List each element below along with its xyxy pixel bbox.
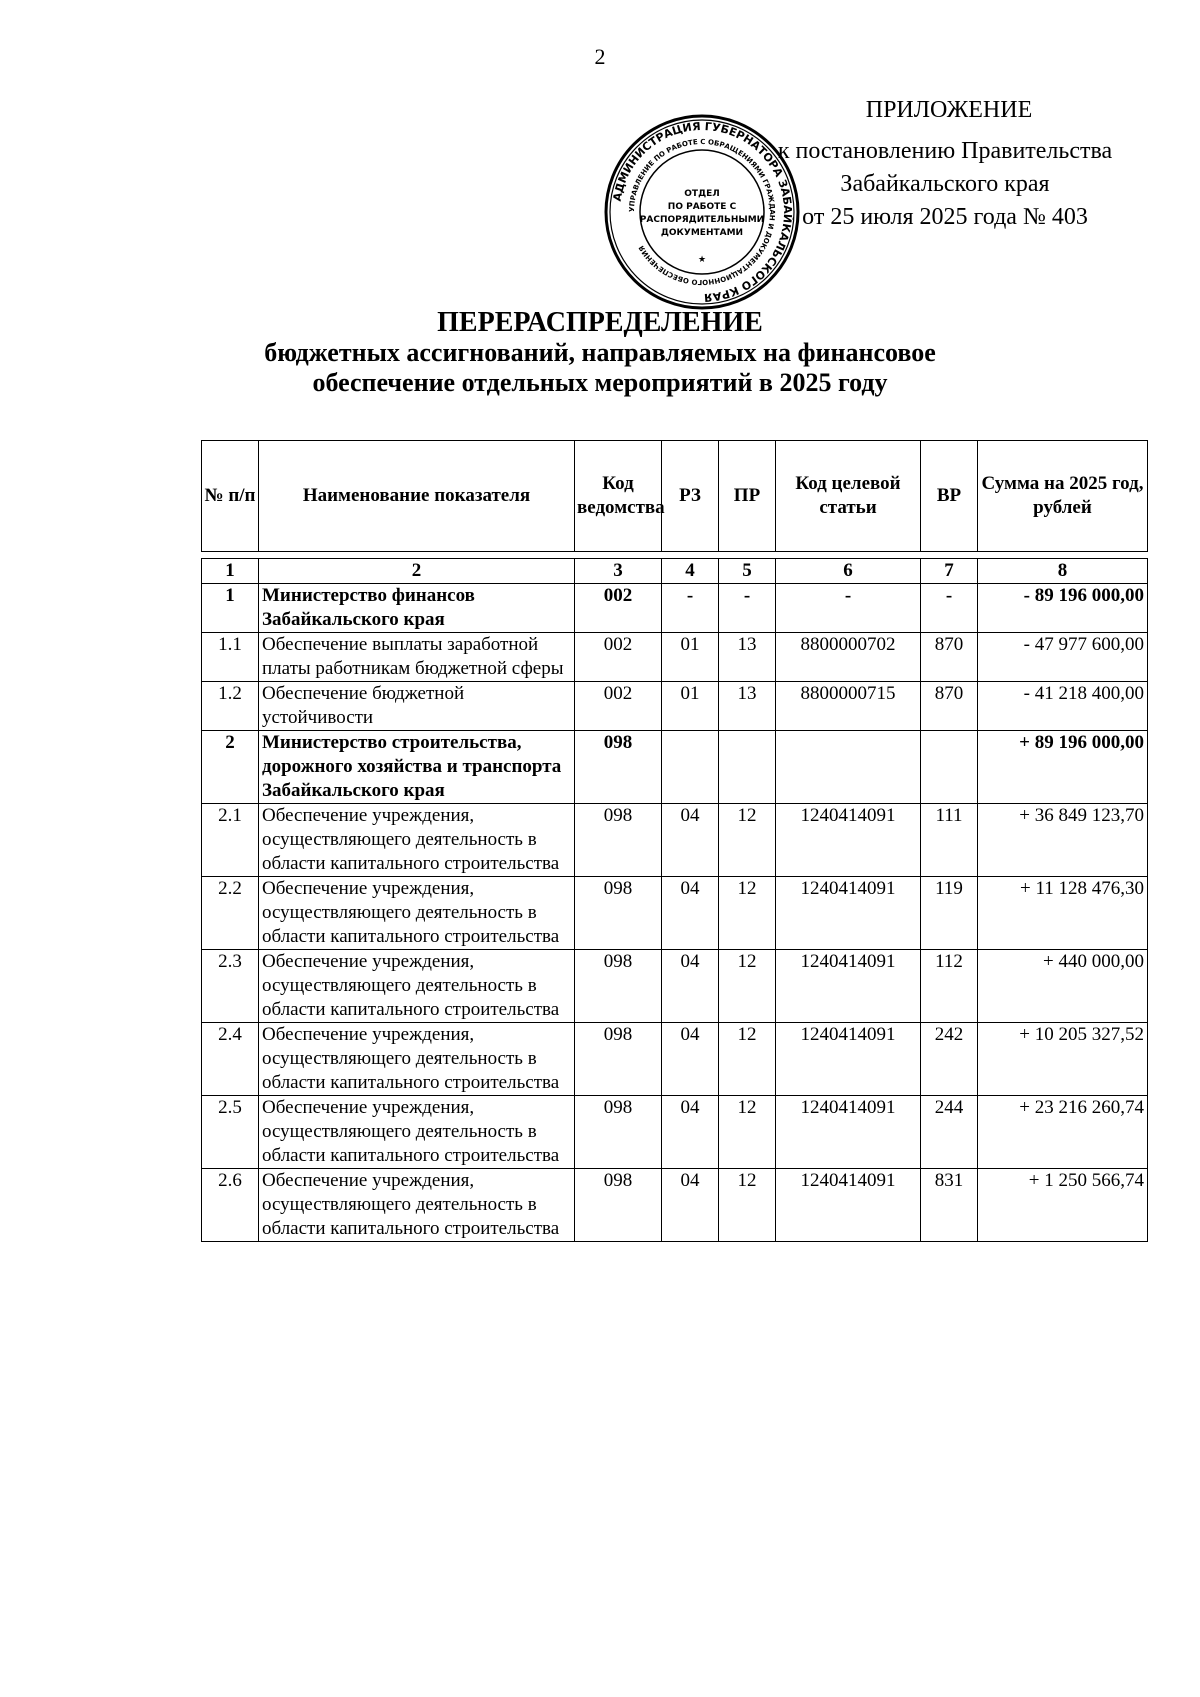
- header-vr: ВР: [921, 441, 978, 552]
- cell-sum: - 89 196 000,00: [978, 584, 1148, 633]
- cell-name: Обеспечение учреждения, осуществляющего деятельность в области капитального строительства: [259, 877, 575, 950]
- table-row: [202, 1169, 1148, 1242]
- header-pr: ПР: [719, 441, 776, 552]
- cell-dept: 002: [575, 633, 662, 682]
- cell-pr: [719, 731, 776, 804]
- cell-rz: 04: [662, 1096, 719, 1169]
- cell-name: Обеспечение выплаты заработной платы работникам бюджетной сферы: [259, 633, 575, 682]
- table-row: [202, 1023, 1148, 1096]
- cell-num: 2.5: [202, 1096, 259, 1169]
- cell-name: Обеспечение учреждения, осуществляющего деятельность в области капитального строительства: [259, 1169, 575, 1242]
- cell-name: Обеспечение учреждения, осуществляющего деятельность в области капитального строительства: [259, 950, 575, 1023]
- cell-pr: 12: [719, 1096, 776, 1169]
- cell-num: 2.1: [202, 804, 259, 877]
- cell-rz: 01: [662, 682, 719, 731]
- header-sum: Сумма на 2025 год, рублей: [978, 441, 1148, 552]
- page-number: 2: [594, 44, 606, 69]
- cell-vr: 119: [921, 877, 978, 950]
- cell-rz: 04: [662, 804, 719, 877]
- document-title: [0, 308, 1200, 398]
- cell-vr: 242: [921, 1023, 978, 1096]
- table-row: [202, 804, 1148, 877]
- cell-sum: - 47 977 600,00: [978, 633, 1148, 682]
- cell-pr: 12: [719, 877, 776, 950]
- cell-pr: 12: [719, 1169, 776, 1242]
- cell-pr: 12: [719, 950, 776, 1023]
- cell-dept: 098: [575, 731, 662, 804]
- cell-vr: 112: [921, 950, 978, 1023]
- header-num: № п/п: [202, 441, 259, 552]
- table-row: [202, 633, 1148, 682]
- cell-dept: 098: [575, 950, 662, 1023]
- table-row: [202, 682, 1148, 731]
- column-number: 2: [259, 559, 575, 584]
- cell-rz: 04: [662, 877, 719, 950]
- cell-vr: 831: [921, 1169, 978, 1242]
- cell-pr: 12: [719, 804, 776, 877]
- cell-target: 8800000702: [776, 633, 921, 682]
- cell-num: 2.3: [202, 950, 259, 1023]
- cell-vr: [921, 731, 978, 804]
- appendix-line-2: Забайкальского края: [840, 171, 1050, 197]
- stamp-center-line-4: ДОКУМЕНТАМИ: [660, 228, 744, 238]
- cell-pr: 12: [719, 1023, 776, 1096]
- cell-name: Обеспечение учреждения, осуществляющего деятельность в области капитального строительства: [259, 804, 575, 877]
- cell-dept: 002: [575, 584, 662, 633]
- cell-rz: [662, 731, 719, 804]
- table-row: [202, 877, 1148, 950]
- cell-target: [776, 731, 921, 804]
- cell-target: 1240414091: [776, 877, 921, 950]
- title-line-2: бюджетных ассигнований, направляемых на финансовое: [264, 338, 936, 367]
- appendix-heading: ПРИЛОЖЕНИЕ: [865, 97, 1033, 123]
- cell-sum: - 41 218 400,00: [978, 682, 1148, 731]
- header-name: Наименование показателя: [259, 441, 575, 552]
- table-row: [202, 731, 1148, 804]
- cell-rz: -: [662, 584, 719, 633]
- stamp-outer-text: АДМИНИСТРАЦИЯ ГУБЕРНАТОРА ЗАБАЙКАЛЬСКОГО КРАЯ: [610, 119, 795, 305]
- cell-dept: 098: [575, 1096, 662, 1169]
- column-number-row: [202, 559, 1148, 584]
- cell-target: 1240414091: [776, 1169, 921, 1242]
- cell-num: 1.2: [202, 682, 259, 731]
- cell-rz: 04: [662, 1023, 719, 1096]
- cell-name: Министерство финансов Забайкальского края: [259, 584, 575, 633]
- appendix-line-1: к постановлению Правительства: [777, 138, 1113, 164]
- cell-num: 1.1: [202, 633, 259, 682]
- cell-sum: + 23 216 260,74: [978, 1096, 1148, 1169]
- appendix-line-3: от 25 июля 2025 года № 403: [802, 204, 1088, 230]
- cell-num: 2.2: [202, 877, 259, 950]
- stamp-center-line-3: РАСПОРЯДИТЕЛЬНЫМИ: [639, 215, 765, 225]
- cell-target: 1240414091: [776, 804, 921, 877]
- table-header-row: [202, 441, 1148, 552]
- cell-num: 1: [202, 584, 259, 633]
- cell-sum: + 1 250 566,74: [978, 1169, 1148, 1242]
- table-row: [202, 1096, 1148, 1169]
- cell-name: Министерство строительства, дорожного хозяйства и транспорта Забайкальского края: [259, 731, 575, 804]
- stamp-star-icon: ★: [697, 255, 707, 265]
- cell-sum: + 440 000,00: [978, 950, 1148, 1023]
- stamp-center-line-2: ПО РАБОТЕ С: [667, 202, 737, 212]
- header-dept: Код ведомства: [575, 441, 662, 552]
- column-number: 6: [776, 559, 921, 584]
- cell-dept: 002: [575, 682, 662, 731]
- table-row: [202, 950, 1148, 1023]
- cell-vr: 870: [921, 682, 978, 731]
- cell-rz: 01: [662, 633, 719, 682]
- column-number: 4: [662, 559, 719, 584]
- column-number: 8: [978, 559, 1148, 584]
- cell-name: Обеспечение бюджетной устойчивости: [259, 682, 575, 731]
- header-gap: [202, 552, 1148, 559]
- column-number: 5: [719, 559, 776, 584]
- title-line-3: обеспечение отдельных мероприятий в 2025 году: [312, 368, 888, 397]
- header-rz: РЗ: [662, 441, 719, 552]
- stamp-inner-text: УПРАВЛЕНИЕ ПО РАБОТЕ С ОБРАЩЕНИЯМИ ГРАЖДАН И ДОКУМЕНТАЦИОННОГО ОБЕСПЕЧЕНИЯ: [627, 137, 777, 287]
- cell-rz: 04: [662, 1169, 719, 1242]
- cell-dept: 098: [575, 1169, 662, 1242]
- cell-dept: 098: [575, 1023, 662, 1096]
- table-row: [202, 584, 1148, 633]
- cell-sum: + 10 205 327,52: [978, 1023, 1148, 1096]
- cell-target: 1240414091: [776, 950, 921, 1023]
- redistribution-table: [201, 440, 1148, 1242]
- cell-pr: 13: [719, 633, 776, 682]
- cell-target: -: [776, 584, 921, 633]
- cell-target: 8800000715: [776, 682, 921, 731]
- cell-num: 2.6: [202, 1169, 259, 1242]
- cell-vr: 111: [921, 804, 978, 877]
- cell-pr: -: [719, 584, 776, 633]
- cell-sum: + 11 128 476,30: [978, 877, 1148, 950]
- cell-name: Обеспечение учреждения, осуществляющего деятельность в области капитального строительства: [259, 1023, 575, 1096]
- stamp-center-line-1: ОТДЕЛ: [684, 189, 720, 199]
- column-number: 3: [575, 559, 662, 584]
- header-target: Код целевой статьи: [776, 441, 921, 552]
- cell-dept: 098: [575, 804, 662, 877]
- cell-num: 2: [202, 731, 259, 804]
- cell-num: 2.4: [202, 1023, 259, 1096]
- cell-sum: + 36 849 123,70: [978, 804, 1148, 877]
- cell-pr: 13: [719, 682, 776, 731]
- appendix-block: [735, 94, 1155, 234]
- cell-sum: + 89 196 000,00: [978, 731, 1148, 804]
- cell-vr: -: [921, 584, 978, 633]
- cell-vr: 870: [921, 633, 978, 682]
- column-number: 7: [921, 559, 978, 584]
- cell-target: 1240414091: [776, 1096, 921, 1169]
- cell-rz: 04: [662, 950, 719, 1023]
- cell-vr: 244: [921, 1096, 978, 1169]
- title-main: ПЕРЕРАСПРЕДЕЛЕНИЕ: [437, 307, 763, 338]
- column-number: 1: [202, 559, 259, 584]
- cell-dept: 098: [575, 877, 662, 950]
- cell-target: 1240414091: [776, 1023, 921, 1096]
- cell-name: Обеспечение учреждения, осуществляющего деятельность в области капитального строительства: [259, 1096, 575, 1169]
